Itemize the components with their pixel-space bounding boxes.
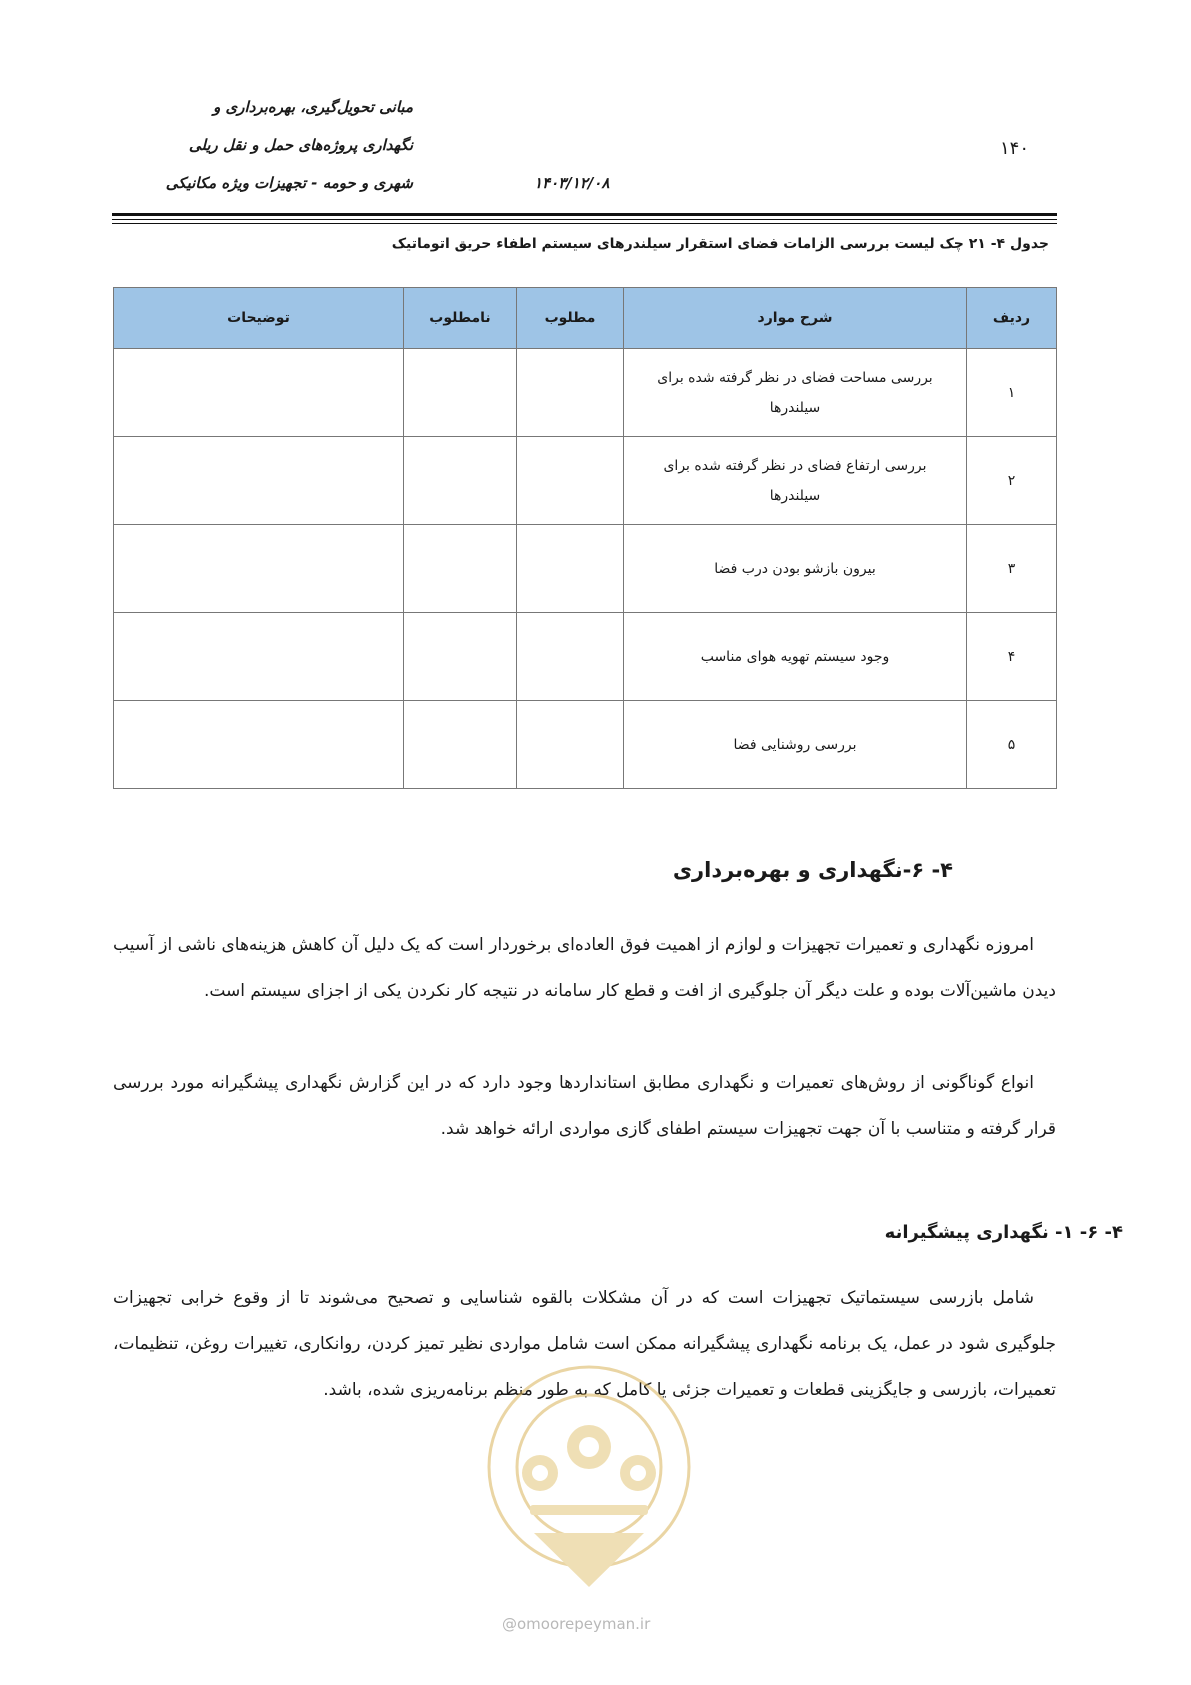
- section-paragraph-1: امروزه نگهداری و تعمیرات تجهیزات و لوازم از اهمیت فوق العاده‌ای برخوردار است که یک دلیل آن کاهش هزینه‌های ناشی از آسیب دیدن ماشین‌آلات بوده و علت دیگر آن جلوگیری از افت و قطع کار سامانه در نتیجه کار نکردن یکی از اجزای سیستم است.: [113, 935, 1056, 1001]
- row-description: وجود سیستم تهویه هوای مناسب: [624, 613, 967, 701]
- row-number: ۳: [967, 525, 1057, 613]
- cell-satisfactory: [517, 613, 624, 701]
- header-title-line-2: نگهداری پروژه‌های حمل و نقل ریلی: [188, 136, 413, 154]
- table-row: [114, 349, 1057, 437]
- subsection-heading: ۴- ۶- ۱- نگهداری پیشگیرانه: [884, 1222, 1123, 1243]
- watermark-logo: [478, 1355, 700, 1605]
- row-number: ۲: [967, 437, 1057, 525]
- row-number: ۴: [967, 613, 1057, 701]
- table-row: [114, 437, 1057, 525]
- table-row: [114, 701, 1057, 789]
- row-number: ۵: [967, 701, 1057, 789]
- cell-unsatisfactory: [404, 613, 517, 701]
- header-satisfactory: مطلوب: [517, 288, 624, 349]
- header-description: شرح موارد: [624, 288, 967, 349]
- row-description: بررسی روشنایی فضا: [624, 701, 967, 789]
- table-caption: جدول ۴- ۲۱ چک لیست بررسی الزامات فضای استقرار سیلندرهای سیستم اطفاء حریق اتوماتیک: [391, 236, 1049, 252]
- cell-notes: [114, 349, 404, 437]
- header-rule-thin: [112, 219, 1057, 220]
- cell-unsatisfactory: [404, 437, 517, 525]
- table-header-row: [114, 288, 1057, 349]
- header-title-line-1: مبانی تحویل‌گیری، بهره‌برداری و: [213, 98, 413, 116]
- cell-unsatisfactory: [404, 525, 517, 613]
- header-notes: توضیحات: [114, 288, 404, 349]
- header-unsatisfactory: نامطلوب: [404, 288, 517, 349]
- cell-satisfactory: [517, 525, 624, 613]
- subsection-paragraph: شامل بازرسی سیستماتیک تجهیزات است که در آن مشکلات بالقوه شناسایی و تصحیح می‌شوند تا از وقوع خرابی تجهیزات جلوگیری شود در عمل، یک برنامه نگهداری پیشگیرانه ممکن است شامل مواردی نظیر تمیز کردن، روانکاری، تغییرات روغن، تنظیمات، تعمیرات، بازرسی و جایگزینی قطعات و تعمیرات جزئی یا کامل که به طور منظم برنامه‌ریزی شده، باشد.: [113, 1288, 1056, 1400]
- header-rule-thin-2: [112, 223, 1057, 224]
- header-rule-thick: [112, 213, 1057, 216]
- header-title-line-3: شهری و حومه - تجهیزات ویژه مکانیکی: [165, 174, 413, 192]
- cell-satisfactory: [517, 349, 624, 437]
- cell-satisfactory: [517, 437, 624, 525]
- table-row: [114, 525, 1057, 613]
- page-number: ۱۴۰: [1000, 138, 1030, 159]
- header-row-number: ردیف: [967, 288, 1057, 349]
- row-description: بررسی مساحت فضای در نظر گرفته شده برای سیلندرها: [624, 349, 967, 437]
- section-paragraph-2: انواع گوناگونی از روش‌های تعمیرات و نگهداری مطابق استانداردها وجود دارد که در این گزارش نگهداری پیشگیرانه مورد بررسی قرار گرفته و متناسب با آن جهت تجهیزات سیستم اطفای گازی مواردی ارائه خواهد شد.: [113, 1073, 1056, 1139]
- cell-unsatisfactory: [404, 349, 517, 437]
- cell-notes: [114, 701, 404, 789]
- table-row: [114, 613, 1057, 701]
- cell-satisfactory: [517, 701, 624, 789]
- cell-unsatisfactory: [404, 701, 517, 789]
- cell-notes: [114, 437, 404, 525]
- row-number: ۱: [967, 349, 1057, 437]
- cell-notes: [114, 613, 404, 701]
- checklist-table: [113, 287, 1057, 789]
- header-date: ۱۴۰۳/۱۲/۰۸: [534, 174, 610, 192]
- row-description: بررسی ارتفاع فضای در نظر گرفته شده برای سیلندرها: [624, 437, 967, 525]
- cell-notes: [114, 525, 404, 613]
- row-description: بیرون بازشو بودن درب فضا: [624, 525, 967, 613]
- section-heading: ۴- ۶-نگهداری و بهره‌برداری: [672, 858, 953, 882]
- watermark-site-text: @omoorepeyman.ir: [502, 1615, 651, 1633]
